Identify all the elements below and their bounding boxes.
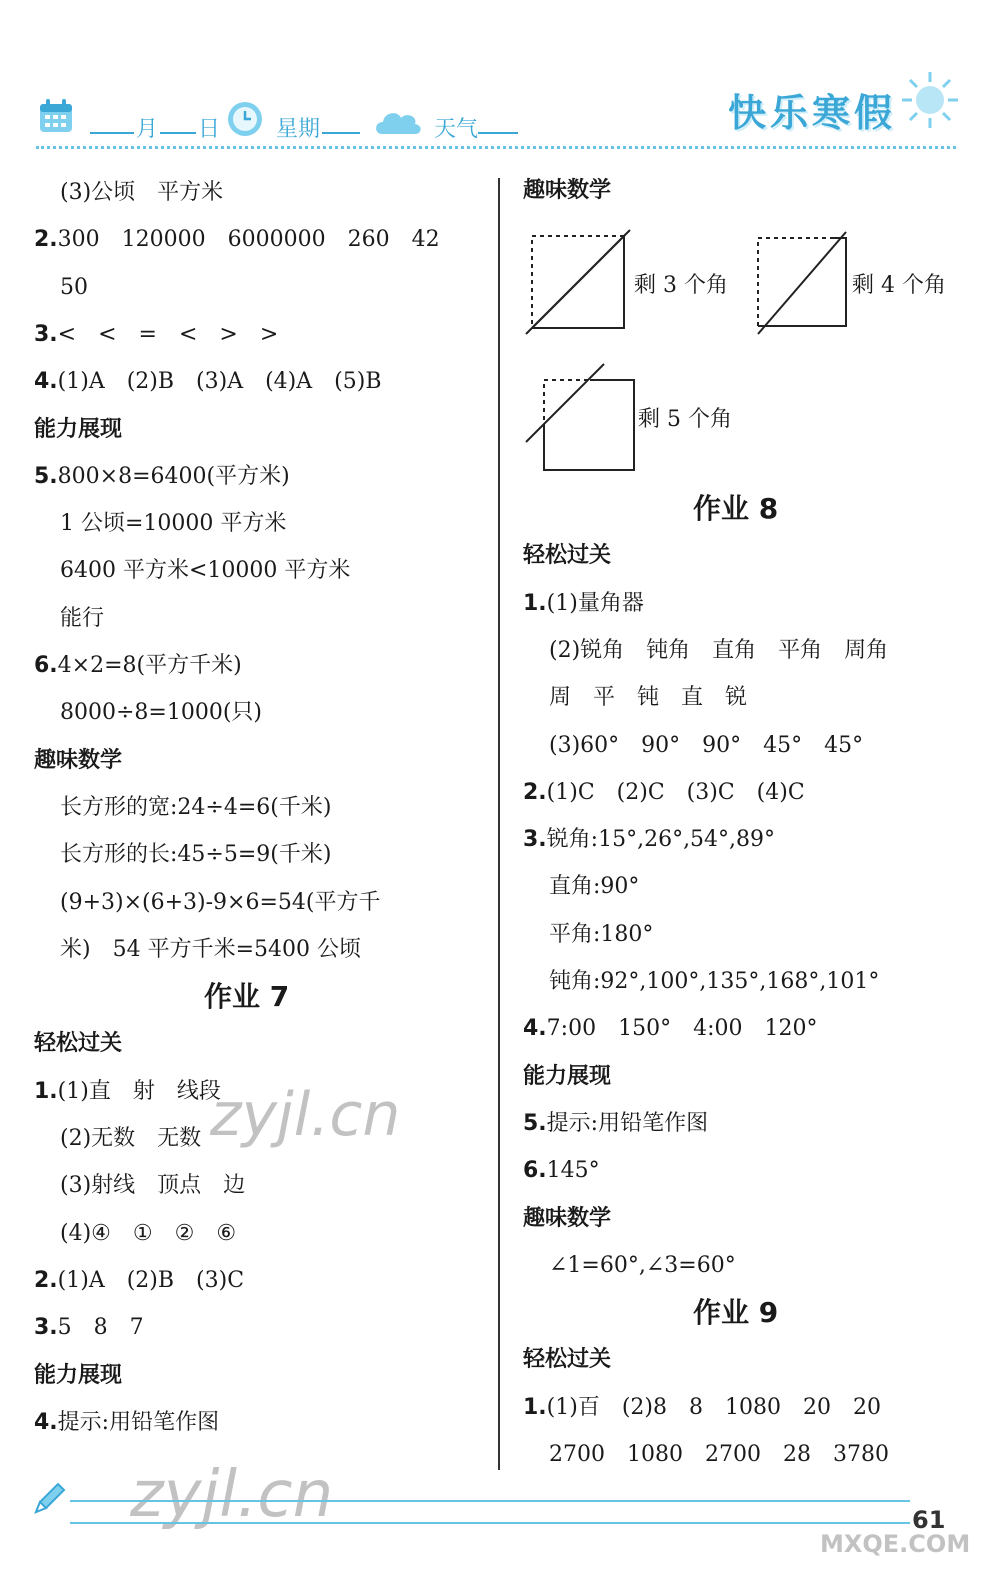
header-weekday: 星期 bbox=[276, 117, 321, 142]
question-number: 2. bbox=[34, 1267, 58, 1293]
answer-line bbox=[60, 1171, 245, 1201]
question-number: 4. bbox=[34, 1409, 58, 1435]
page-number: 61 bbox=[912, 1506, 946, 1534]
header-month: 月 bbox=[136, 117, 159, 142]
answer-text: 直角:90° bbox=[549, 874, 640, 900]
answer-line bbox=[523, 1156, 600, 1186]
section-heading: 趣味数学 bbox=[523, 1205, 612, 1231]
answer-line bbox=[34, 1408, 219, 1438]
answer-line bbox=[34, 225, 440, 255]
calendar-icon bbox=[38, 98, 74, 134]
section-heading: 轻松过关 bbox=[523, 543, 612, 569]
footer-line-upper bbox=[70, 1500, 910, 1502]
sun-icon bbox=[900, 70, 960, 130]
answer-line bbox=[34, 1313, 144, 1343]
question-number: 5. bbox=[34, 463, 58, 489]
figure-label-1: 剩 3 个角 bbox=[634, 273, 728, 298]
question-number: 5. bbox=[523, 1110, 547, 1136]
answer-line bbox=[34, 367, 382, 397]
answer-line bbox=[523, 1109, 708, 1139]
answer-line bbox=[34, 1266, 244, 1296]
section-heading: 能力展现 bbox=[523, 1063, 612, 1089]
section-heading: 轻松过关 bbox=[523, 1347, 612, 1373]
question-number: 6. bbox=[523, 1158, 547, 1184]
answer-text: (1)直 射 线段 bbox=[57, 1078, 221, 1104]
answer-line bbox=[60, 840, 331, 870]
answer-text: 锐角:15°,26°,54°,89° bbox=[546, 827, 776, 853]
answer-text: 周 平 钝 直 锐 bbox=[549, 685, 748, 711]
answer-text: (2)锐角 钝角 直角 平角 周角 bbox=[549, 637, 889, 663]
answer-text: 145° bbox=[546, 1158, 600, 1184]
figure-label-2: 剩 4 个角 bbox=[852, 273, 946, 298]
question-number: 3. bbox=[34, 321, 58, 347]
section-heading: 轻松过关 bbox=[34, 1031, 123, 1057]
page-header bbox=[0, 0, 1000, 160]
section-fun-math: 趣味数学 bbox=[523, 178, 612, 203]
question-number: 3. bbox=[523, 827, 547, 853]
question-number: 6. bbox=[34, 653, 58, 678]
answer-text: (3)60° 90° 90° 45° 45° bbox=[549, 732, 864, 758]
answer-line bbox=[60, 178, 223, 208]
clock-icon bbox=[226, 100, 264, 138]
answer-text: 提示:用铅笔作图 bbox=[57, 1409, 220, 1435]
answer-text: 2700 1080 2700 28 3780 bbox=[549, 1442, 889, 1467]
question-number: 1. bbox=[34, 1078, 58, 1104]
answer-text: (1)百 (2)8 8 1080 20 20 bbox=[546, 1394, 881, 1420]
assignment-title: 作业 8 bbox=[693, 492, 779, 525]
answer-line bbox=[549, 872, 639, 902]
question-number: 1. bbox=[523, 590, 547, 616]
section-heading: 能力展现 bbox=[34, 416, 123, 442]
answer-text: (1)A (2)B (3)A (4)A (5)B bbox=[57, 369, 382, 395]
answer-line bbox=[549, 1251, 736, 1281]
section-heading: 趣味数学 bbox=[34, 747, 123, 773]
answer-line bbox=[60, 273, 88, 303]
header-weather: 天气 bbox=[434, 117, 479, 142]
answer-line bbox=[523, 589, 644, 619]
answer-text: (2)无数 无数 bbox=[60, 1126, 202, 1151]
answer-line bbox=[34, 462, 290, 492]
answer-line bbox=[60, 509, 286, 539]
answer-line bbox=[549, 967, 879, 997]
answer-text: 7:00 150° 4:00 120° bbox=[546, 1016, 818, 1042]
answer-line bbox=[523, 778, 805, 808]
answer-text: 300 120000 6000000 260 42 bbox=[57, 227, 440, 253]
answer-text: 钝角:92°,100°,135°,168°,101° bbox=[549, 969, 880, 994]
answer-text: 6400 平方米<10000 平方米 bbox=[60, 558, 351, 584]
answer-text: 5 8 7 bbox=[57, 1315, 144, 1341]
assignment-title: 作业 9 bbox=[693, 1296, 779, 1330]
answer-text: (1)C (2)C (3)C (4)C bbox=[546, 779, 805, 805]
answer-line bbox=[549, 1440, 889, 1470]
answer-text: 能行 bbox=[60, 605, 105, 631]
question-number: 4. bbox=[523, 1016, 547, 1042]
header-day: 日 bbox=[198, 117, 221, 142]
watermark-bottom: zyjl.cn bbox=[130, 1458, 334, 1532]
answer-line bbox=[60, 698, 262, 728]
question-number: 2. bbox=[34, 227, 58, 253]
answer-text: (3)公顷 平方米 bbox=[60, 180, 224, 205]
answer-line bbox=[523, 825, 775, 855]
answer-line bbox=[60, 888, 381, 918]
answer-text: 提示:用铅笔作图 bbox=[546, 1110, 709, 1136]
answer-text: (1)A (2)B (3)C bbox=[57, 1267, 245, 1293]
answer-text: 米) 54 平方千米=5400 公顷 bbox=[60, 936, 361, 962]
answer-line bbox=[34, 1077, 221, 1107]
answer-text: 1 公顷=10000 平方米 bbox=[60, 511, 287, 537]
answer-line bbox=[60, 1124, 201, 1154]
answer-line bbox=[523, 1393, 881, 1423]
question-number: 3. bbox=[34, 1315, 58, 1341]
answer-line bbox=[549, 920, 653, 950]
answer-line bbox=[523, 1014, 817, 1044]
answer-text: 800×8=6400(平方米) bbox=[57, 463, 290, 489]
watermark-corner: MXQE.COM bbox=[820, 1530, 971, 1558]
answer-text: (9+3)×(6+3)-9×6=54(平方千 bbox=[60, 889, 381, 915]
assignment-title: 作业 7 bbox=[204, 980, 290, 1014]
figure-cut-square-3 bbox=[524, 360, 640, 474]
brand-title: 快乐寒假 bbox=[728, 91, 897, 135]
pencil-icon bbox=[30, 1478, 70, 1518]
answer-line bbox=[60, 793, 331, 823]
answer-text: 8000÷8=1000(只) bbox=[60, 700, 263, 726]
footer-line-lower bbox=[70, 1522, 910, 1524]
header-divider bbox=[36, 146, 956, 149]
answer-line bbox=[60, 935, 361, 965]
figure-cut-square-2 bbox=[752, 228, 852, 336]
answer-text: 平角:180° bbox=[549, 921, 654, 947]
answer-text: 长方形的长:45÷5=9(千米) bbox=[60, 842, 332, 868]
answer-text: 长方形的宽:24÷4=6(千米) bbox=[60, 794, 332, 820]
answer-line bbox=[60, 1219, 236, 1249]
section-heading: 能力展现 bbox=[34, 1362, 123, 1388]
watermark-mid: zyjl.cn bbox=[210, 1080, 401, 1150]
answer-line bbox=[549, 636, 888, 666]
answer-text: (3)射线 顶点 边 bbox=[60, 1173, 246, 1199]
answer-line bbox=[34, 651, 242, 681]
answer-line bbox=[60, 556, 350, 586]
answer-text: (4)④ ① ② ⑥ bbox=[60, 1220, 237, 1246]
answer-line bbox=[34, 320, 278, 350]
figure-label-3: 剩 5 个角 bbox=[638, 407, 732, 432]
question-number: 1. bbox=[523, 1394, 547, 1420]
answer-line bbox=[549, 683, 747, 713]
answer-text: < < = < > > bbox=[57, 321, 279, 347]
answer-text: ∠1=60°,∠3=60° bbox=[549, 1252, 736, 1278]
answer-text: 50 bbox=[60, 274, 88, 300]
answer-text: 4×2=8(平方千米) bbox=[57, 653, 242, 678]
column-divider bbox=[498, 178, 500, 1470]
figure-cut-square-1 bbox=[524, 228, 634, 336]
question-number: 2. bbox=[523, 779, 547, 805]
question-number: 4. bbox=[34, 369, 58, 395]
cloud-icon bbox=[372, 104, 424, 136]
answer-text: (1)量角器 bbox=[546, 590, 644, 616]
answer-line bbox=[549, 731, 863, 761]
answer-line bbox=[60, 604, 104, 634]
